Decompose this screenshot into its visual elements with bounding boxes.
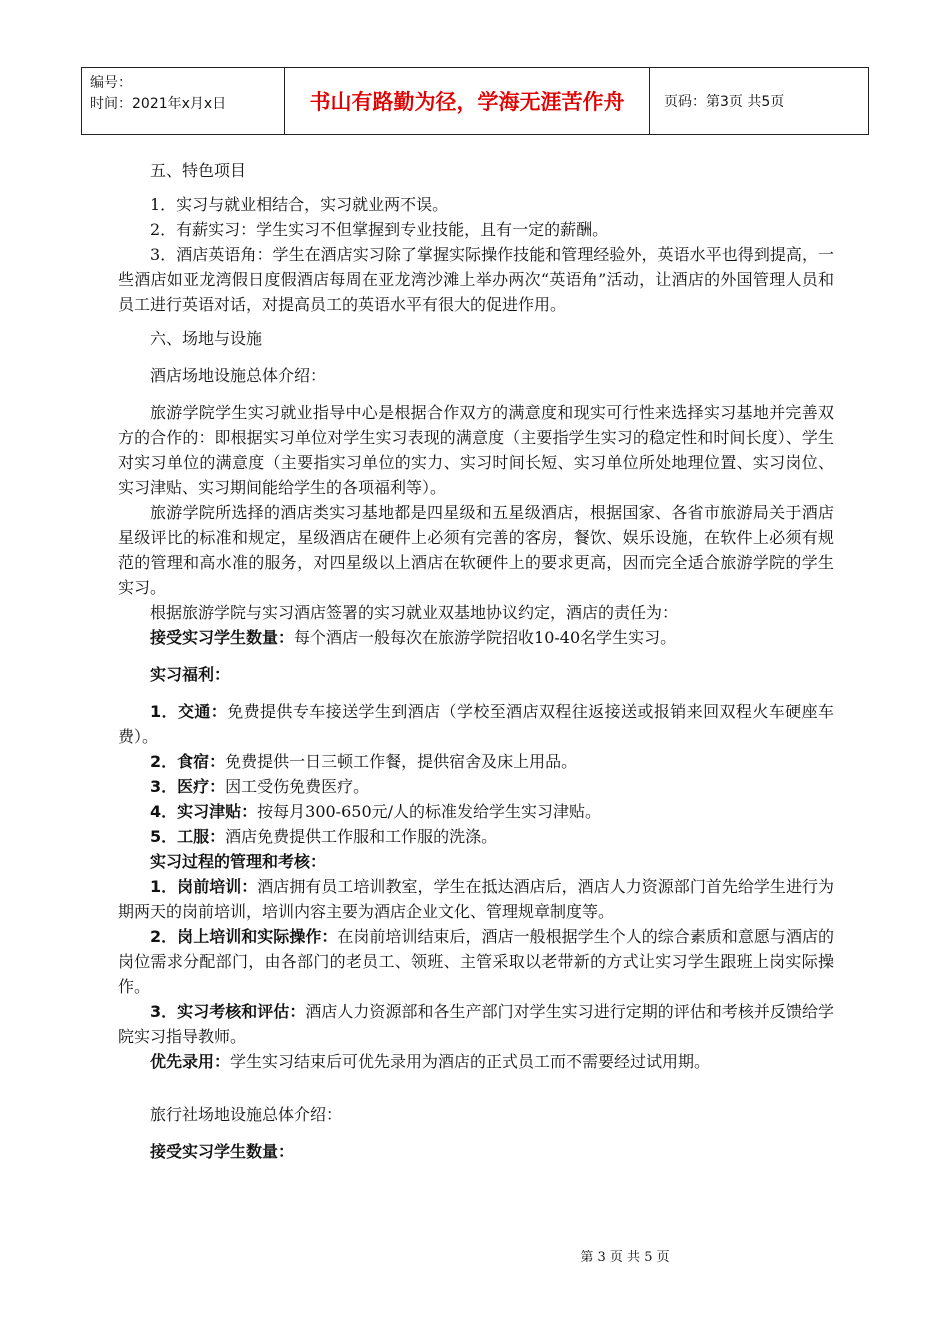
paragraph	[118, 1049, 834, 1074]
text: 酒店拥有员工培训教室，学生在抵达酒店后，酒店人力资源部门首先给学生进行为期两天的岗前培训，培训内容主要为酒店企业文化、管理规章制度等。	[118, 877, 834, 921]
list-item	[118, 999, 834, 1049]
bold-label: 2．岗上培训和实际操作：	[150, 927, 338, 946]
list-item	[118, 799, 834, 824]
list-item	[118, 774, 834, 799]
header-meta	[82, 68, 285, 134]
list-item	[118, 924, 834, 999]
bold-label: 2．食宿：	[150, 752, 226, 771]
list-item	[118, 749, 834, 774]
header-time: 时间：2021年x月x日	[90, 96, 227, 112]
subsection-title: 实习福利：	[150, 665, 231, 684]
bold-label: 1．岗前培训：	[150, 877, 258, 896]
subsection-title: 实习过程的管理和考核：	[150, 852, 327, 871]
list-item	[118, 699, 834, 749]
paragraph: 2．有薪实习：学生实习不但掌握到专业技能，且有一定的薪酬。	[150, 220, 609, 239]
paragraph: 根据旅游学院与实习酒店签署的实习就业双基地协议约定，酒店的责任为：	[150, 603, 679, 622]
bold-label: 3．实习考核和评估：	[150, 1002, 306, 1021]
page-footer: 第 3 页 共 5 页	[580, 1250, 670, 1265]
subsection-title: 酒店场地设施总体介绍：	[150, 366, 327, 385]
section-title-5: 五、特色项目	[150, 161, 247, 180]
paragraph: 3．酒店英语角：学生在酒店实习除了掌握实际操作技能和管理经验外，英语水平也得到提高，一些酒店如亚龙湾假日度假酒店每周在亚龙湾沙滩上举办两次“英语角”活动，让酒店的外国管理人员和员工进行英语对话，对提高员工的英语水平有很大的促进作用。	[118, 245, 834, 314]
bold-label: 优先录用：	[150, 1052, 231, 1071]
text: 免费提供专车接送学生到酒店（学校至酒店双程往返接送或报销来回双程火车硬座车费）。	[118, 702, 834, 746]
section-title-6: 六、场地与设施	[150, 329, 263, 348]
page-header	[81, 67, 869, 135]
list-item	[118, 874, 834, 924]
text: 酒店人力资源部和各生产部门对学生实习进行定期的评估和考核并反馈给学院实习指导教师。	[118, 1002, 834, 1046]
bold-label: 5．工服：	[150, 827, 226, 846]
document-body	[118, 158, 834, 1164]
paragraph: 旅游学院学生实习就业指导中心是根据合作双方的满意度和现实可行性来选择实习基地并完善双方的合作的：即根据实习单位对学生实习表现的满意度（主要指学生实习的稳定性和时间长度）、学生对实习单位的满意度（主要指实习单位的实力、实习时间长短、实习单位所处地理位置、实习岗位、实习津贴、实习期间能给学生的各项福利等）。	[118, 403, 834, 497]
bold-label: 3．医疗：	[150, 777, 226, 796]
text: 酒店免费提供工作服和工作服的洗涤。	[225, 827, 498, 846]
header-number: 编号：	[90, 75, 132, 91]
paragraph	[118, 625, 834, 650]
text: 因工受伤免费医疗。	[225, 777, 370, 796]
subsection-title: 旅行社场地设施总体介绍：	[150, 1105, 343, 1124]
text: 按每月300-650元/人的标准发给学生实习津贴。	[257, 802, 602, 821]
subsection-title: 接受实习学生数量：	[150, 1142, 295, 1161]
list-item	[118, 824, 834, 849]
paragraph: 旅游学院所选择的酒店类实习基地都是四星级和五星级酒店，根据国家、各省市旅游局关于酒店星级评比的标准和规定，星级酒店在硬件上必须有完善的客房，餐饮、娱乐设施，在软件上必须有规范的管理和高水准的服务，对四星级以上酒店在软硬件上的要求更高，因而完全适合旅游学院的学生实习。	[118, 503, 834, 597]
text: 每个酒店一般每次在旅游学院招收10-40名学生实习。	[294, 628, 677, 647]
bold-label: 4．实习津贴：	[150, 802, 258, 821]
text: 免费提供一日三顿工作餐，提供宿舍及床上用品。	[225, 752, 578, 771]
bold-label: 接受实习学生数量：	[150, 628, 295, 647]
header-page-info: 页码：第3页 共5页	[664, 94, 785, 110]
bold-label: 1．交通：	[150, 702, 228, 721]
header-motto: 书山有路勤为径，学海无涯苦作舟	[285, 68, 650, 134]
text: 在岗前培训结束后，酒店一般根据学生个人的综合素质和意愿与酒店的岗位需求分配部门，由各部门的老员工、领班、主管采取以老带新的方式让实习学生跟班上岗实际操作。	[118, 927, 834, 996]
paragraph: 1．实习与就业相结合，实习就业两不误。	[150, 195, 449, 214]
text: 学生实习结束后可优先录用为酒店的正式员工而不需要经过试用期。	[230, 1052, 711, 1071]
